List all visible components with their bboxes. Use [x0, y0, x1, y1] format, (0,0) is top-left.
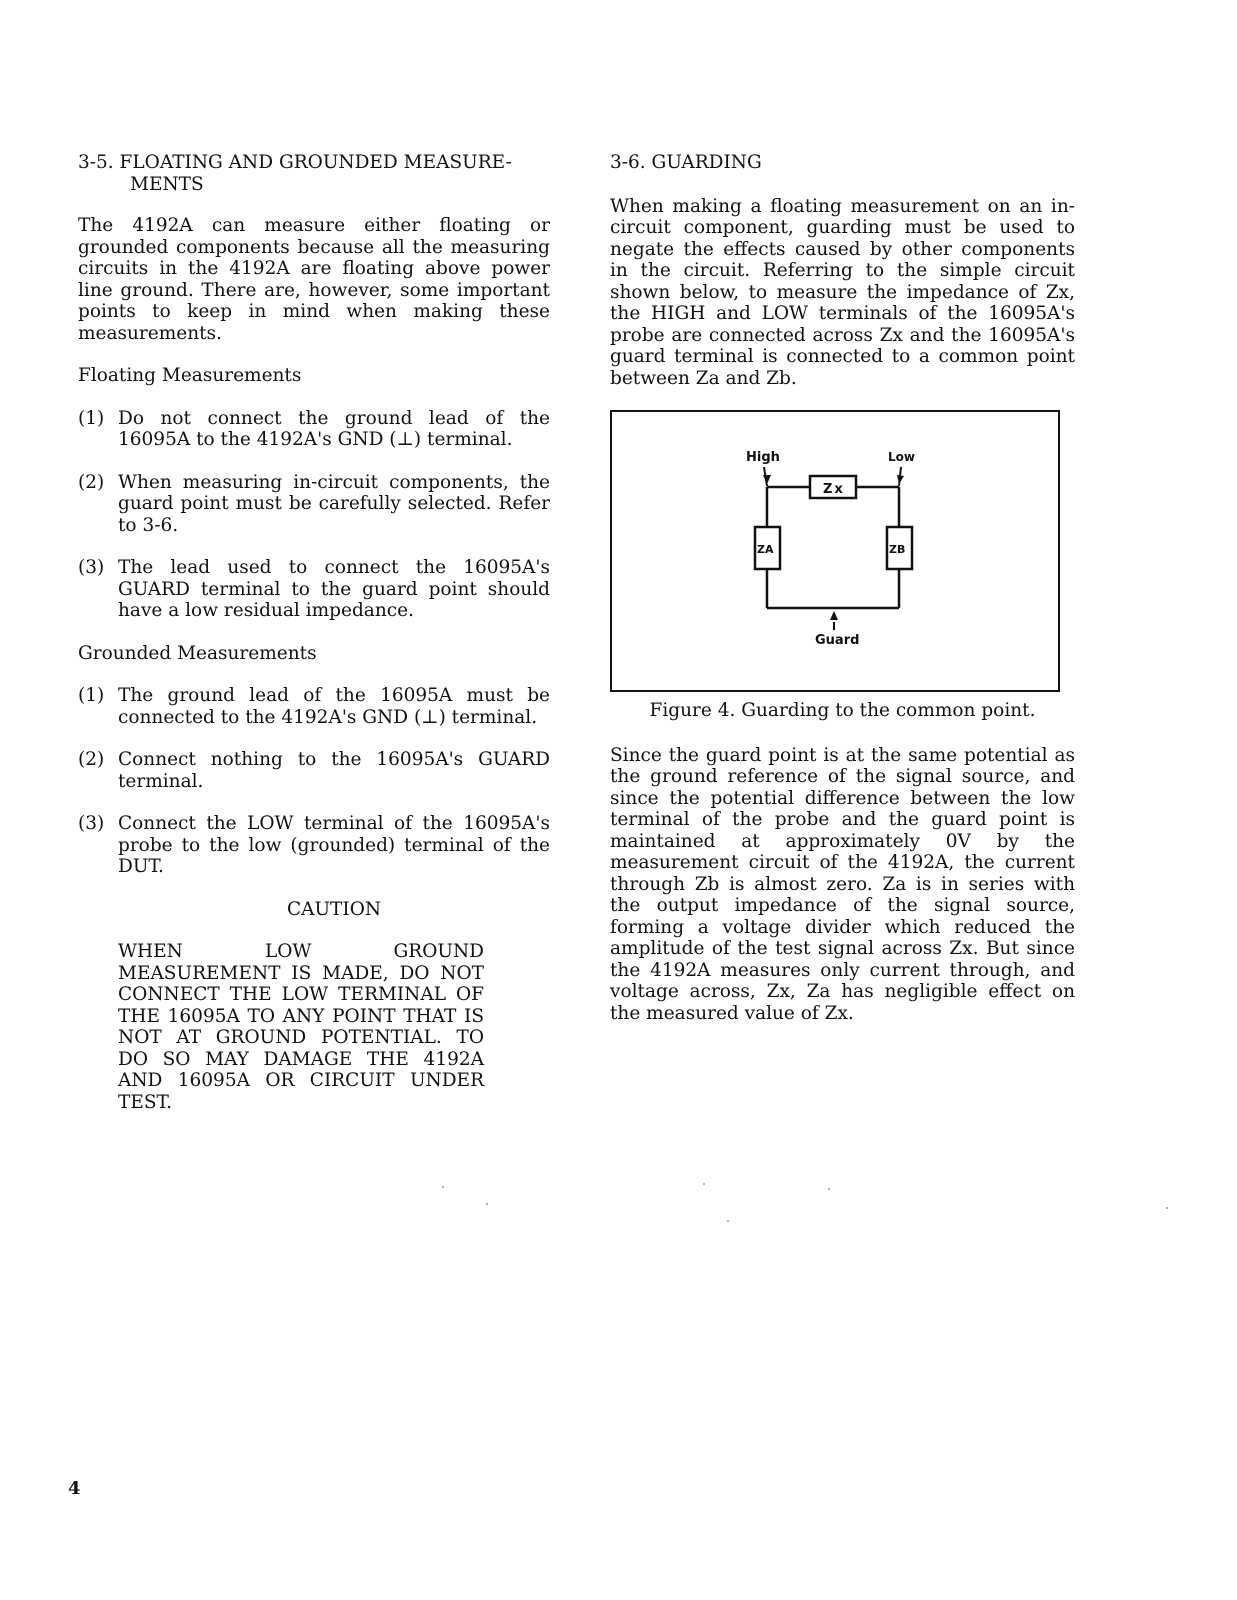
guarding-body-paragraph: Since the guard point is at the same potential as the ground reference of the signal source, and since the potential difference between the low terminal of the probe and the guard point is maintained at approximately 0V by the measurement circuit of the 4192A, the current through Zb is almost zero. Za is in series with the output impedance of the signal source, forming a voltage divider which reduced the amplitude of the test signal across Zx. But since the 4192A measures only current through, and voltage across, Zx, Za has negligible effect on the measured value of Zx. — [610, 744, 1075, 1024]
list-item — [78, 813, 550, 878]
item-number: (2) — [78, 749, 105, 770]
caution-text: WHEN LOW GROUND MEASUREMENT IS MADE, DO NOT CONNECT THE LOW TERMINAL OF THE 16095A TO ANY POINT THAT IS NOT AT GROUND POTENTIAL. TO DO SO MAY DAMAGE THE 4192A AND 16095A OR CIRCUIT UNDER TEST. — [118, 941, 484, 1113]
section-heading-3-6: 3-6. GUARDING — [610, 152, 762, 173]
item-number: (3) — [78, 557, 105, 578]
za-label: ZA — [757, 543, 774, 556]
guarding-intro-paragraph: When making a floating measurement on an in-circuit component, guarding must be used to negate the effects caused by other components in the circuit. Referring to the simple circuit shown below, to measure the impedance of Zx, the HIGH and LOW terminals of the 16095A's probe are connected across Zx and the 16095A's guard terminal is connected to a common point between Za and Zb. — [610, 195, 1075, 389]
floating-measurements-heading: Floating Measurements — [78, 365, 302, 386]
high-arrowhead — [763, 475, 771, 484]
list-item — [78, 749, 550, 792]
figure-caption: Figure 4. Guarding to the common point. — [649, 700, 1036, 721]
guard-arrowhead — [830, 611, 838, 620]
low-arrowhead — [897, 475, 904, 484]
item-number: (2) — [78, 471, 105, 493]
grounded-measurements-heading: Grounded Measurements — [78, 642, 317, 664]
high-label: High — [746, 450, 780, 465]
floating-measurements-list — [78, 408, 550, 622]
item-text: The lead used to connect the 16095A's GUARD terminal to the guard point should have a low residual impedance. — [118, 557, 550, 621]
zx-label: Zx — [823, 482, 845, 497]
list-item — [78, 472, 550, 537]
scan-speck — [727, 1220, 729, 1222]
intro-paragraph: The 4192A can measure either floating or grounded components because all the measuring circuits in the 4192A are floating above power line ground. There are, however, some important points to keep in mind when making these measurements. — [78, 215, 550, 344]
right-column — [610, 152, 1075, 1045]
item-number: (1) — [78, 407, 105, 429]
grounded-measurements-list — [78, 685, 550, 878]
list-item — [78, 557, 550, 622]
scan-speck — [1166, 1207, 1168, 1209]
list-item — [78, 685, 550, 728]
scan-speck — [486, 1203, 488, 1205]
guarding-circuit-figure — [610, 410, 1060, 692]
left-column — [78, 152, 550, 1113]
zb-label: ZB — [889, 543, 906, 556]
item-number: (3) — [78, 813, 105, 834]
item-text: Connect the LOW terminal of the 16095A's probe to the low (grounded) terminal of the DUT. — [118, 813, 550, 877]
item-text: Connect nothing to the 16095A's GUARD terminal. — [118, 749, 550, 792]
guard-label: Guard — [815, 633, 860, 648]
scan-speck — [828, 1188, 830, 1190]
low-label: Low — [888, 450, 915, 464]
caution-title: CAUTION — [286, 898, 382, 920]
section-heading-3-5: 3-5. FLOATING AND GROUNDED MEASURE- MENTS — [78, 152, 512, 195]
page-number: 4 — [68, 1478, 81, 1499]
scan-speck — [703, 1183, 705, 1185]
list-item — [78, 408, 550, 451]
scan-speck — [442, 1186, 444, 1188]
circuit-diagram — [612, 412, 1058, 690]
item-text: Do not connect the ground lead of the 16095A to the 4192A's GND (⊥) terminal. — [118, 407, 550, 450]
item-text: The ground lead of the 16095A must be connected to the 4192A's GND (⊥) terminal. — [118, 685, 550, 728]
item-text: When measuring in-circuit components, the guard point must be carefully selected. Refer to 3-6. — [118, 471, 550, 536]
item-number: (1) — [78, 685, 105, 706]
